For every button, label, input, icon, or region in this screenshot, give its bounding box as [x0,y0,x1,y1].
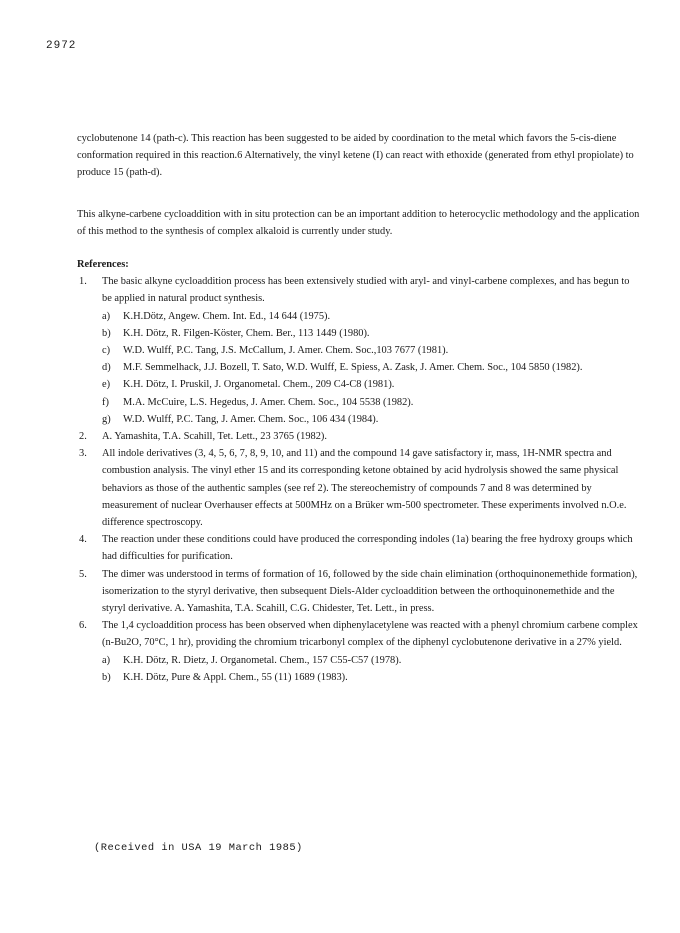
reference-number: 1. [79,276,87,288]
reference-item [77,566,640,618]
reference-text: The basic alkyne cycloaddition process has been extensively studied with aryl- and vinyl-carbene complexes, and has begun to be applied in natural product synthesis. [102,276,630,305]
reference-subitem-letter: d) [102,362,111,374]
reference-subitem-letter: c) [102,345,111,357]
reference-item [77,531,640,565]
reference-number: 4. [79,534,87,546]
reference-subitem [102,308,640,325]
reference-item [77,428,640,445]
reference-text: The reaction under these conditions could have produced the corresponding indoles (1a) bearing the free hydroxy groups which had difficulties for purification. [102,534,633,563]
references-list [77,273,640,686]
body-paragraph-1: cyclobutenone 14 (path-c). This reaction has been suggested to be aided by coordination to the metal which favors the 5-cis-diene conformation required in this reaction.6 Alternatively, the vinyl ketene (I) can react with ethoxide (generated from ethyl propiolate) to produce 15 (path-d). [77,133,634,178]
reference-subitem-text: K.H. Dötz, I. Pruskil, J. Organometal. Chem., 209 C4-C8 (1981). [123,379,395,391]
reference-subitem-letter: a) [102,310,111,322]
reference-subitem [102,669,640,686]
reference-subitem-text: K.H. Dötz, Pure & Appl. Chem., 55 (11) 1689 (1983). [123,671,348,683]
body-paragraph-2: This alkyne-carbene cycloaddition with in situ protection can be an important addition to heterocyclic methodology and the application of this method to the synthesis of complex alkaloid is currently under study. [77,209,640,237]
reference-item [77,273,640,428]
reference-number: 2. [79,431,87,443]
reference-subitem-letter: f) [102,396,109,408]
reference-number: 6. [79,620,87,632]
reference-subitem-letter: b) [102,327,111,339]
reference-subitem [102,376,640,393]
reference-number: 5. [79,568,87,580]
references-heading: References: [77,259,129,270]
reference-subitem-text: K.H.Dötz, Angew. Chem. Int. Ed., 14 644 (1975). [123,310,331,322]
page-number: 2972 [46,40,77,52]
received-date: (Received in USA 19 March 1985) [94,842,303,854]
reference-text: A. Yamashita, T.A. Scahill, Tet. Lett., 23 3765 (1982). [102,431,327,443]
reference-number: 3. [79,448,87,460]
reference-text: All indole derivatives (3, 4, 5, 6, 7, 8, 9, 10, and 11) and the compound 14 gave satisfactory ir, mass, 1H-NMR spectra and combustion analysis. The vinyl ether 15 and its corresponding ketone obtained by acid hydrolysis showed the same physical behaviors as those of the authentic samples (see ref 2). The stereochemistry of compounds 7 and 8 was determined by measurement of nuclear Overhauser effects at 500MHz on a Brüker wm-500 spectrometer. These experiments involved n.O.e. difference spectroscopy. [102,448,627,529]
reference-subitem-text: W.D. Wulff, P.C. Tang, J.S. McCallum, J. Amer. Chem. Soc.,103 7677 (1981). [123,345,449,357]
reference-subitem [102,652,640,669]
reference-item [77,445,640,531]
reference-subitem-text: W.D. Wulff, P.C. Tang, J. Amer. Chem. Soc., 106 434 (1984). [123,413,379,425]
reference-subitem-text: K.H. Dötz, R. Dietz, J. Organometal. Chem., 157 C55-C57 (1978). [123,654,402,666]
reference-subitem [102,359,640,376]
reference-subitem-letter: e) [102,379,111,391]
reference-subitem-letter: g) [102,413,111,425]
reference-subitem-text: M.F. Semmelhack, J.J. Bozell, T. Sato, W.D. Wulff, E. Spiess, A. Zask, J. Amer. Chem. Soc., 104 5850 (1982). [123,362,583,374]
reference-subitem-text: K.H. Dötz, R. Filgen-Köster, Chem. Ber., 113 1449 (1980). [123,327,370,339]
reference-subitem [102,394,640,411]
reference-subitem-text: M.A. McCuire, L.S. Hegedus, J. Amer. Chem. Soc., 104 5538 (1982). [123,396,414,408]
reference-text: The dimer was understood in terms of formation of 16, followed by the side chain elimination (orthoquinonemethide formation), isomerization to the styryl derivative, then subsequent Diels-Alder cycloaddition between the orthoquinonemethide and the styryl derivative. A. Yamashita, T.A. Scahill, C.G. Chidester, Tet. Lett., in press. [102,568,638,615]
reference-subitem [102,411,640,428]
reference-subitem-letter: a) [102,654,111,666]
reference-subitem [102,325,640,342]
reference-subitem-letter: b) [102,671,111,683]
references-section [77,256,640,686]
reference-text: The 1,4 cycloaddition process has been observed when diphenylacetylene was reacted with a phenyl chromium carbene complex (n-Bu2O, 70°C, 1 hr), providing the chromium tricarbonyl complex of the diphenyl cyclobutenone derivative in a 27% yield. [102,620,638,649]
reference-subitem [102,342,640,359]
reference-item [77,617,640,686]
